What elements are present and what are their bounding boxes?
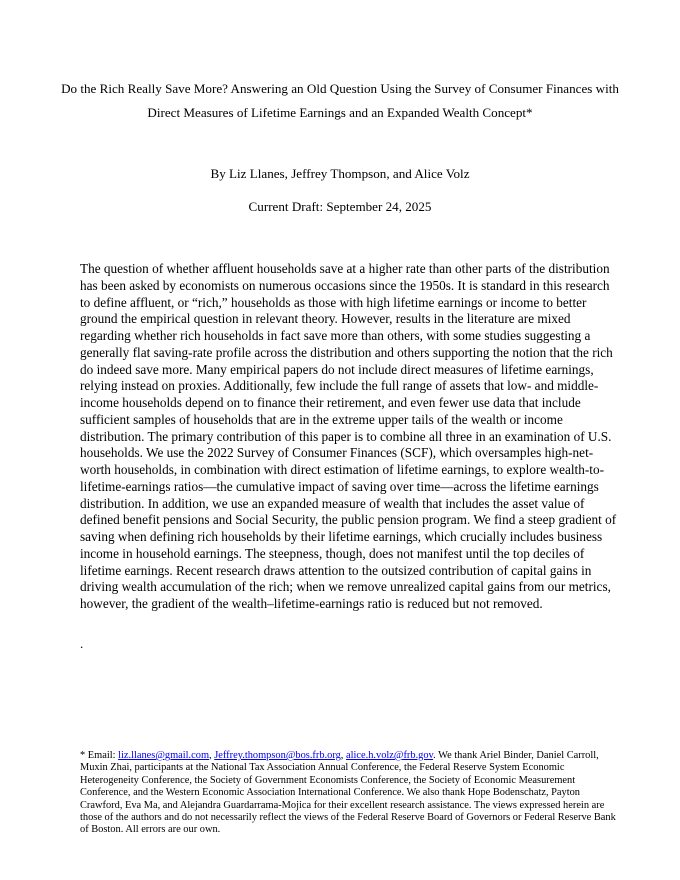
footnote-prefix: * Email: xyxy=(80,750,119,761)
footnote xyxy=(80,750,620,837)
paper-title: Do the Rich Really Save More? Answering an Old Question Using the Survey of Consumer Finances with Direct Measures of Lifetime Earnings and an Expanded Wealth Concept* xyxy=(61,81,619,120)
email-link-llanes[interactable]: liz.llanes@gmail.com xyxy=(118,750,210,761)
footnote-separator: , xyxy=(340,750,346,761)
draft-date: Current Draft: September 24, 2025 xyxy=(248,199,432,214)
abstract-paragraph: The question of whether affluent households save at a higher rate than other parts of the distribution has been asked by economists on numerous occasions since the 1950s. It is standard in this research to define affluent, or “rich,” households as those with high lifetime earnings or income to better ground the empirical question in relevant theory. However, results in the literature are mixed regarding whether rich households in fact save more than others, with some studies suggesting a generally flat saving-rate profile across the distribution and others supporting the notion that the rich do indeed save more. Many empirical papers do not include direct measures of lifetime earnings, relying instead on proxies. Additionally, few include the full range of assets that low- and middle-income households depend on to finance their retirement, and even fewer use data that include sufficient samples of households that are in the extreme upper tails of the wealth or income distribution. The primary contribution of this paper is to combine all three in an examination of U.S. households. We use the 2022 Survey of Consumer Finances (SCF), which oversamples high-net-worth households, in combination with direct estimation of lifetime earnings, to explore wealth-to-lifetime-earnings ratios—the cumulative impact of saving over time—across the lifetime earnings distribution. In addition, we use an expanded measure of wealth that includes the asset value of defined benefit pensions and Social Security, the public pension program. We find a steep gradient of saving when defining rich households by their lifetime earnings, which crucially includes business income in household earnings. The steepness, though, does not manifest until the top deciles of lifetime earnings. Recent research draws attention to the outsized contribution of capital gains in driving wealth accumulation of the rich; when we remove unrealized capital gains from our metrics, however, the gradient of the wealth–lifetime-earnings ratio is reduced but not removed. xyxy=(80,261,617,611)
email-link-thompson[interactable]: Jeffrey.thompson@bos.frb.org xyxy=(214,750,341,761)
footnote-separator: , xyxy=(209,750,215,761)
stray-period: . xyxy=(80,636,84,651)
email-link-volz[interactable]: alice.h.volz@frb.gov xyxy=(346,750,434,761)
footnote-text: . We thank Ariel Binder, Daniel Carroll, Muxin Zhai, participants at the National Tax Association Annual Conference, the Federal Reserve System Economic Heterogeneity Conference, the Society of Government Economists Conference, the Society of Economic Measurement Conference, and the Western Economic Association International Conference. We also thank Hope Bodenschatz, Payton Crawford, Eva Ma, and Alejandra Guardarrama-Mojica for their excellent research assistance. The views expressed herein are those of the authors and do not necessarily reflect the views of the Federal Reserve Board of Governors or Federal Reserve Bank of Boston. All errors are our own. xyxy=(80,750,616,836)
author-line: By Liz Llanes, Jeffrey Thompson, and Alice Volz xyxy=(210,166,470,181)
